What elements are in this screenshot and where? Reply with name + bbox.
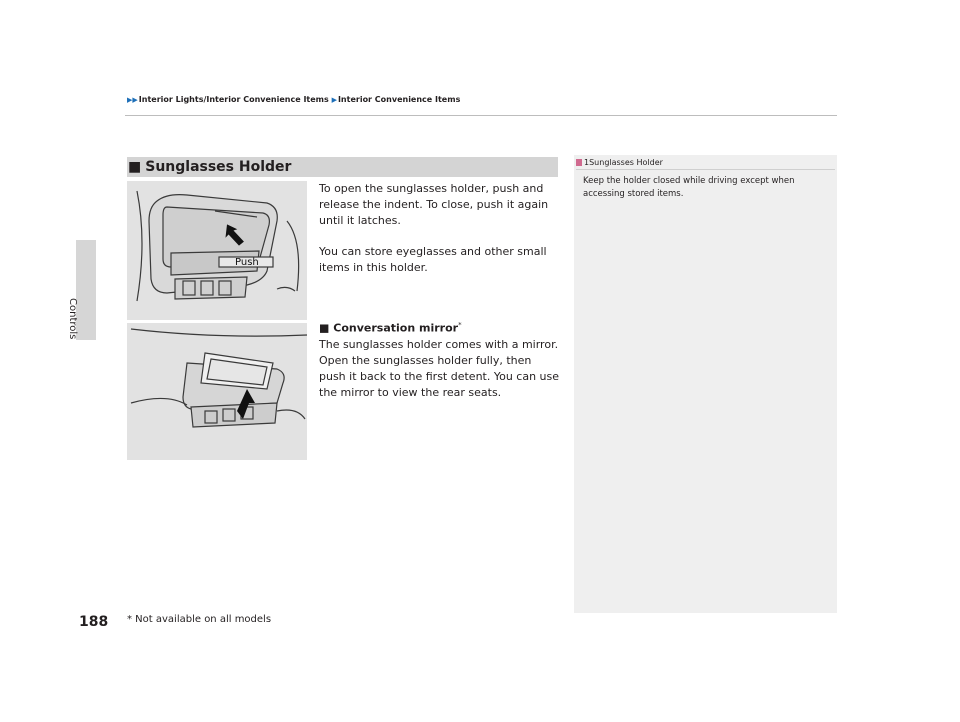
illustration-mirror-detent <box>127 323 307 460</box>
subheading-text: Conversation mirror <box>333 321 459 335</box>
paragraph-open-instructions: To open the sunglasses holder, push and release the indent. To close, push it again until it latches. <box>319 182 549 227</box>
side-tab <box>76 240 96 340</box>
side-note-panel <box>574 155 837 613</box>
note-reference-icon <box>576 159 582 166</box>
breadcrumb-item-interior-lights[interactable]: Interior Lights/Interior Convenience Items <box>138 95 329 104</box>
note-number: 1 <box>584 158 590 167</box>
footnote: * Not available on all models <box>127 614 272 625</box>
side-tab-label: Controls <box>67 298 78 340</box>
paragraph-storage-info: You can store eyeglasses and other small items in this holder. <box>319 245 547 274</box>
availability-asterisk: * <box>458 321 462 329</box>
illustration-overhead-console <box>127 181 307 320</box>
figure-conversation-mirror <box>127 323 307 460</box>
header-divider <box>125 115 837 116</box>
section-title-text: Sunglasses Holder <box>145 159 292 175</box>
section-title <box>128 159 291 175</box>
figure-sunglasses-holder-push <box>127 181 307 320</box>
side-note-divider <box>576 169 835 170</box>
breadcrumb-item-interior-convenience[interactable]: Interior Convenience Items <box>337 95 461 104</box>
section-marker-icon: ■ <box>128 159 142 175</box>
figure-callout-push: Push <box>235 257 259 268</box>
page-number: 188 <box>79 614 109 630</box>
subheading-conversation-mirror <box>319 321 462 335</box>
note-title: Sunglasses Holder <box>589 158 663 167</box>
side-note-text: Keep the holder closed while driving except when accessing stored items. <box>583 176 795 199</box>
side-note-heading <box>576 158 663 167</box>
subheading-marker-icon: ■ <box>319 321 330 335</box>
breadcrumb-separator-icon: ▶ <box>331 96 337 104</box>
breadcrumb <box>127 95 460 104</box>
paragraph-mirror-instructions: The sunglasses holder comes with a mirror. Open the sunglasses holder fully, then push it back to the first detent. You can use the mirror to view the rear seats. <box>319 338 560 399</box>
breadcrumb-arrow-icon: ▶▶ <box>127 96 138 104</box>
